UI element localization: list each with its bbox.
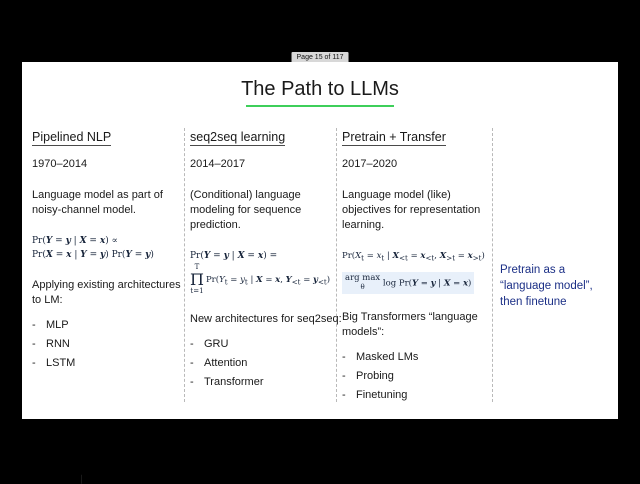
list-item: - Probing: [342, 369, 394, 382]
column-3-years: 2017–2020: [342, 158, 398, 170]
slide-canvas: [22, 62, 618, 484]
column-2-heading: seq2seq learning: [190, 130, 286, 144]
column-3-math-line-1: $Pr(X_t = x_t$ | $X_{<t} = x_{<t}$, $X_{>t} = x_{>t}$): [342, 251, 485, 263]
column-2-math-line-2: T Π t=1 $Pr(Y_t = y_t$ | X = x, $Y_{<t} = y_{<t}$): [190, 263, 331, 295]
highlighted-equation: arg max θ log Pr(Y = y | X = x): [342, 272, 474, 294]
list-item: - RNN: [32, 338, 70, 350]
column-divider-1: [184, 128, 185, 402]
list-item: - Finetuning: [342, 388, 408, 401]
column-1-description: Language model as part of noisy-channel model.: [32, 189, 163, 216]
column-2-bullet-2: Attention: [204, 357, 248, 369]
list-item: - MLP: [32, 319, 69, 331]
column-3-subheading: Big Transformers “language models”:: [342, 310, 478, 338]
column-pipelined-nlp: [32, 128, 184, 373]
column-1-years: 1970–2014: [32, 158, 88, 170]
column-2-bullet-1: GRU: [204, 338, 229, 350]
column-3-description: Language model (like) objectives for representation learning.: [342, 189, 481, 231]
list-item: - GRU: [190, 338, 229, 350]
column-1-math-line-2: Pr(X = x | Y = y) Pr(Y = y): [32, 250, 154, 260]
column-2-math-line-1: Pr(Y = y | X = x) =: [190, 251, 278, 261]
column-1-math: [32, 234, 184, 262]
column-2-subheading: New architectures for seq2seq:: [190, 313, 342, 325]
column-3-heading: Pretrain + Transfer: [342, 130, 446, 144]
list-item: - Masked LMs: [342, 350, 419, 363]
column-1-math-line-1: Pr(Y = y | X = x) ∝: [32, 236, 118, 246]
text-cursor: ⎸: [81, 474, 91, 484]
column-2-bullets: [190, 335, 342, 392]
pretrain-finetune-note: Pretrain as a “language model”, then finetune: [500, 264, 593, 308]
column-3-bullets: [342, 348, 494, 405]
column-2-bullet-3: Transformer: [204, 376, 264, 388]
column-1-bullets: [32, 316, 184, 373]
column-1-bullet-3: LSTM: [46, 357, 76, 369]
column-2-years: 2014–2017: [190, 158, 246, 170]
column-3-math: [342, 249, 494, 294]
column-2-math: [190, 249, 342, 296]
column-3-bullet-3: Finetuning: [356, 388, 408, 401]
product-symbol: T Π t=1: [190, 263, 204, 295]
column-pretrain-transfer: [342, 128, 494, 405]
column-annotation: [500, 128, 612, 310]
column-3-math-line-2: [342, 272, 494, 294]
argmax-operator: arg max θ: [345, 272, 381, 291]
list-item: - Attention: [190, 357, 248, 369]
column-2-description: (Conditional) language modeling for sequence prediction.: [190, 189, 302, 231]
column-1-bullet-1: MLP: [46, 319, 69, 331]
column-1-bullet-2: RNN: [46, 338, 70, 350]
title-underline: [246, 105, 394, 107]
column-seq2seq-learning: [190, 128, 342, 392]
column-1-heading: Pipelined NLP: [32, 130, 112, 144]
column-3-bullet-2: Probing: [356, 369, 394, 382]
column-1-subheading: Applying existing architectures to LM:: [32, 279, 181, 306]
slide-title: The Path to LLMs: [241, 78, 399, 100]
list-item: - Transformer: [190, 376, 264, 388]
list-item: - LSTM: [32, 357, 76, 369]
page-indicator-badge: Page 15 of 117: [292, 52, 349, 63]
column-3-bullet-1: Masked LMs: [356, 350, 419, 363]
